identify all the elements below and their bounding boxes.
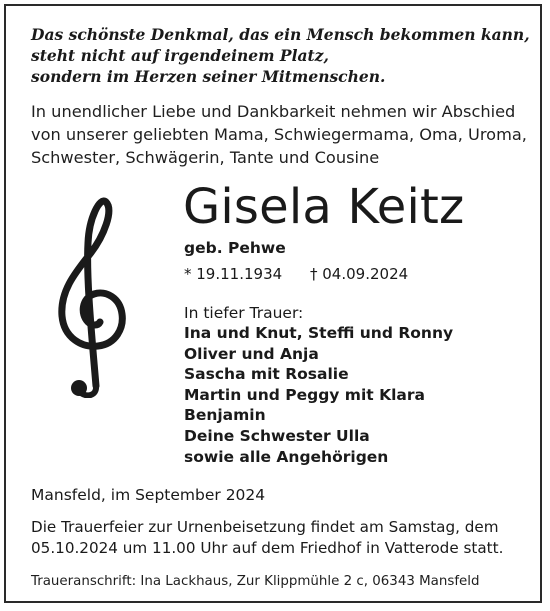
birth-name: geb. Pehwe	[184, 239, 286, 257]
mourner-entry: Martin und Peggy mit Klara	[184, 385, 425, 404]
birth-date: * 19.11.1934	[184, 265, 283, 283]
mourner-entry: sowie alle Angehörigen	[184, 447, 389, 466]
farewell-intro	[31, 100, 536, 169]
quote-line: sondern im Herzen seiner Mitmenschen.	[31, 67, 386, 86]
death-date: † 04.09.2024	[310, 265, 409, 283]
quote-line: steht nicht auf irgendeinem Platz,	[31, 46, 329, 65]
treble-clef-icon	[52, 188, 132, 398]
intro-line: von unserer geliebten Mama, Schwiegermama, Oma, Uroma,	[31, 125, 527, 144]
intro-line: In unendlicher Liebe und Dankbarkeit nehmen wir Abschied	[31, 102, 516, 121]
mourner-entry: Deine Schwester Ulla	[184, 426, 370, 445]
mourners-list	[184, 323, 453, 467]
place-and-date: Mansfeld, im September 2024	[31, 486, 266, 504]
funeral-line: 05.10.2024 um 11.00 Uhr auf dem Friedhof in Vatterode statt.	[31, 538, 504, 557]
mourning-address: Traueranschrift: Ina Lackhaus, Zur Klippmühle 2 c, 06343 Mansfeld	[31, 574, 480, 589]
intro-line: Schwester, Schwägerin, Tante und Cousine	[31, 148, 380, 167]
quote-line: Das schönste Denkmal, das ein Mensch bekommen kann,	[31, 25, 530, 44]
funeral-details	[31, 517, 541, 558]
memorial-quote	[31, 24, 531, 87]
life-dates	[184, 264, 409, 284]
mourner-entry: Oliver und Anja	[184, 344, 319, 363]
mourner-entry: Ina und Knut, Steffi und Ronny	[184, 324, 454, 342]
deceased-name: Gisela Keitz	[183, 179, 465, 235]
mourner-entry: Benjamin	[184, 406, 266, 425]
mourner-entry: Sascha mit Rosalie	[184, 365, 349, 384]
mourning-label: In tiefer Trauer:	[184, 304, 304, 322]
funeral-line: Die Trauerfeier zur Urnenbeisetzung findet am Samstag, dem	[31, 518, 499, 536]
